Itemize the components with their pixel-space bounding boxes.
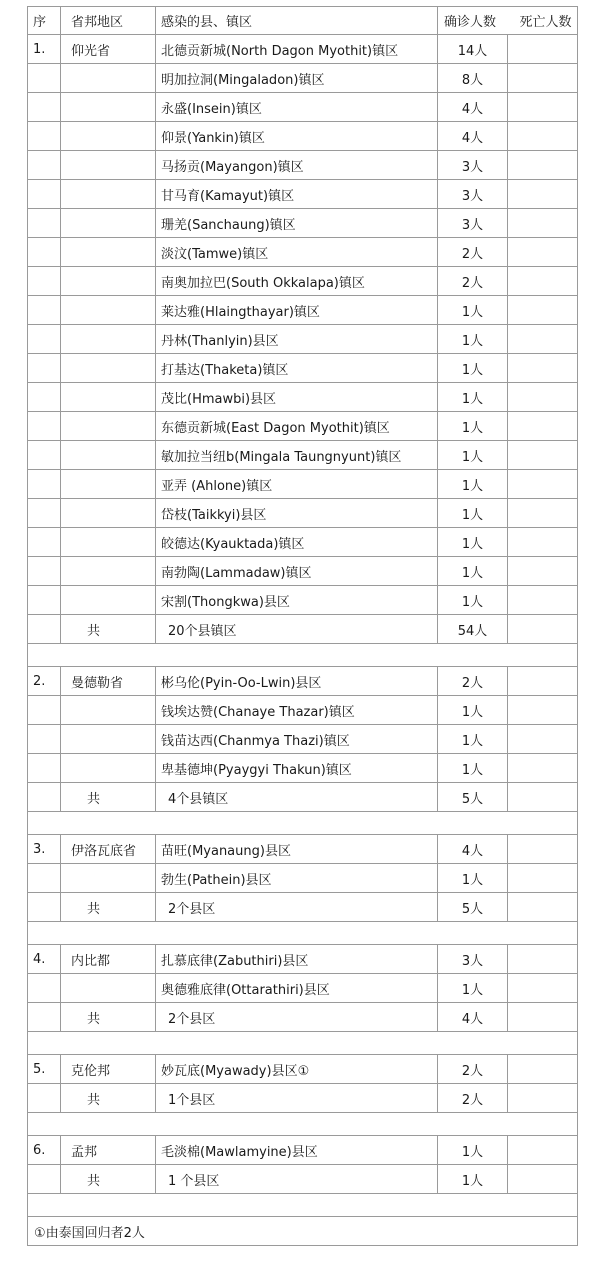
row-region (61, 296, 156, 325)
row-town: 敏加拉当纽b(Mingala Taungnyunt)镇区 (156, 441, 438, 470)
spacer-cell (28, 1032, 578, 1055)
row-town: 钱苗达西(Chanmya Thazi)镇区 (156, 725, 438, 754)
row-deaths (508, 1055, 578, 1084)
row-deaths (508, 528, 578, 557)
row-confirmed: 3人 (438, 180, 508, 209)
row-town: 丹林(Thanlyin)县区 (156, 325, 438, 354)
table-row (28, 267, 578, 296)
row-town: 仰景(Yankin)镇区 (156, 122, 438, 151)
row-confirmed: 1人 (438, 754, 508, 783)
table-row (28, 354, 578, 383)
total-deaths (508, 783, 578, 812)
spacer-cell (28, 1194, 578, 1217)
row-town: 莱达雅(Hlaingthayar)镇区 (156, 296, 438, 325)
row-deaths (508, 238, 578, 267)
row-region: 仰光省 (61, 35, 156, 64)
table-row (28, 528, 578, 557)
total-deaths (508, 1165, 578, 1194)
row-seq (28, 754, 61, 783)
table-row (28, 667, 578, 696)
table-row (28, 696, 578, 725)
row-seq (28, 383, 61, 412)
total-row (28, 1084, 578, 1113)
row-region (61, 412, 156, 441)
row-town: 打基达(Thaketa)镇区 (156, 354, 438, 383)
total-towns: 1个县区 (156, 1084, 438, 1113)
table-row (28, 754, 578, 783)
row-seq (28, 470, 61, 499)
row-seq (28, 354, 61, 383)
table-row (28, 412, 578, 441)
row-deaths (508, 412, 578, 441)
row-seq (28, 557, 61, 586)
row-seq (28, 209, 61, 238)
table-row (28, 974, 578, 1003)
table-row (28, 238, 578, 267)
row-region (61, 528, 156, 557)
table-row (28, 586, 578, 615)
row-seq (28, 93, 61, 122)
spacer-row (28, 644, 578, 667)
header-confirmed: 确诊人数 (438, 7, 508, 35)
row-region (61, 209, 156, 238)
row-confirmed: 1人 (438, 725, 508, 754)
row-seq: 3. (28, 835, 61, 864)
row-seq (28, 499, 61, 528)
total-label: 共 (61, 1084, 156, 1113)
row-deaths (508, 557, 578, 586)
row-confirmed: 1人 (438, 499, 508, 528)
table-row (28, 725, 578, 754)
row-deaths (508, 354, 578, 383)
row-confirmed: 1人 (438, 974, 508, 1003)
row-town: 苗旺(Myanaung)县区 (156, 835, 438, 864)
spacer-cell (28, 812, 578, 835)
total-row (28, 1165, 578, 1194)
footnote: ①由泰国回归者2人 (28, 1217, 578, 1246)
row-deaths (508, 151, 578, 180)
table-row (28, 441, 578, 470)
row-town: 东德贡新城(East Dagon Myothit)镇区 (156, 412, 438, 441)
row-deaths (508, 64, 578, 93)
row-deaths (508, 441, 578, 470)
row-seq (28, 267, 61, 296)
row-town: 甘马育(Kamayut)镇区 (156, 180, 438, 209)
spacer-row (28, 1113, 578, 1136)
row-town: 岱枝(Taikkyi)县区 (156, 499, 438, 528)
row-seq (28, 725, 61, 754)
row-region: 孟邦 (61, 1136, 156, 1165)
row-seq (28, 296, 61, 325)
row-deaths (508, 93, 578, 122)
row-confirmed: 8人 (438, 64, 508, 93)
total-row (28, 1003, 578, 1032)
row-confirmed: 3人 (438, 209, 508, 238)
row-deaths (508, 122, 578, 151)
row-seq (28, 864, 61, 893)
table-row (28, 499, 578, 528)
row-town: 皎德达(Kyauktada)镇区 (156, 528, 438, 557)
row-region (61, 441, 156, 470)
table-row (28, 1055, 578, 1084)
row-deaths (508, 267, 578, 296)
table-row (28, 93, 578, 122)
row-deaths (508, 180, 578, 209)
row-town: 南奥加拉巴(South Okkalapa)镇区 (156, 267, 438, 296)
row-confirmed: 2人 (438, 238, 508, 267)
row-region: 克伦邦 (61, 1055, 156, 1084)
table-row (28, 151, 578, 180)
row-town: 宋割(Thongkwa)县区 (156, 586, 438, 615)
table-row (28, 864, 578, 893)
table-row (28, 180, 578, 209)
total-towns: 2个县区 (156, 1003, 438, 1032)
row-deaths (508, 725, 578, 754)
total-row (28, 615, 578, 644)
row-region (61, 325, 156, 354)
row-deaths (508, 974, 578, 1003)
spacer-cell (28, 922, 578, 945)
row-seq (28, 974, 61, 1003)
row-town: 珊羌(Sanchaung)镇区 (156, 209, 438, 238)
total-label: 共 (61, 615, 156, 644)
header-towns: 感染的县、镇区 (156, 7, 438, 35)
row-seq (28, 180, 61, 209)
spacer-row (28, 1194, 578, 1217)
row-confirmed: 4人 (438, 835, 508, 864)
total-seq (28, 1084, 61, 1113)
row-seq (28, 528, 61, 557)
row-region (61, 122, 156, 151)
row-confirmed: 4人 (438, 122, 508, 151)
total-row (28, 783, 578, 812)
table-row (28, 64, 578, 93)
row-seq: 5. (28, 1055, 61, 1084)
spacer-row (28, 1032, 578, 1055)
row-confirmed: 2人 (438, 267, 508, 296)
table-header-row (28, 7, 578, 35)
row-region (61, 267, 156, 296)
row-region (61, 383, 156, 412)
row-deaths (508, 835, 578, 864)
table-row (28, 470, 578, 499)
row-confirmed: 1人 (438, 470, 508, 499)
row-confirmed: 1人 (438, 557, 508, 586)
total-towns: 20个县镇区 (156, 615, 438, 644)
row-seq: 6. (28, 1136, 61, 1165)
row-region (61, 696, 156, 725)
row-confirmed: 1人 (438, 383, 508, 412)
row-town: 勃生(Pathein)县区 (156, 864, 438, 893)
row-region (61, 557, 156, 586)
table-row (28, 325, 578, 354)
row-region: 伊洛瓦底省 (61, 835, 156, 864)
row-confirmed: 1人 (438, 864, 508, 893)
row-town: 卑基德坤(Pyaygyi Thakun)镇区 (156, 754, 438, 783)
row-town: 妙瓦底(Myawady)县区① (156, 1055, 438, 1084)
table-row (28, 1136, 578, 1165)
row-deaths (508, 383, 578, 412)
total-label: 共 (61, 783, 156, 812)
table-row (28, 35, 578, 64)
row-deaths (508, 296, 578, 325)
spacer-row (28, 922, 578, 945)
row-town: 彬乌伦(Pyin-Oo-Lwin)县区 (156, 667, 438, 696)
row-town: 亚弄 (Ahlone)镇区 (156, 470, 438, 499)
row-region (61, 725, 156, 754)
header-region: 省邦地区 (61, 7, 156, 35)
row-deaths (508, 864, 578, 893)
total-seq (28, 783, 61, 812)
table-row (28, 945, 578, 974)
row-seq (28, 441, 61, 470)
row-region (61, 499, 156, 528)
total-confirmed: 4人 (438, 1003, 508, 1032)
row-region (61, 64, 156, 93)
row-confirmed: 1人 (438, 528, 508, 557)
total-confirmed: 54人 (438, 615, 508, 644)
row-seq: 1. (28, 35, 61, 64)
row-town: 茂比(Hmawbi)县区 (156, 383, 438, 412)
row-confirmed: 1人 (438, 696, 508, 725)
total-seq (28, 893, 61, 922)
total-confirmed: 1人 (438, 1165, 508, 1194)
row-confirmed: 2人 (438, 1055, 508, 1084)
row-confirmed: 1人 (438, 1136, 508, 1165)
row-confirmed: 3人 (438, 945, 508, 974)
row-region (61, 754, 156, 783)
total-towns: 2个县区 (156, 893, 438, 922)
total-confirmed: 5人 (438, 893, 508, 922)
row-confirmed: 3人 (438, 151, 508, 180)
spacer-cell (28, 1113, 578, 1136)
row-deaths (508, 470, 578, 499)
row-region: 内比都 (61, 945, 156, 974)
row-town: 明加拉洞(Mingaladon)镇区 (156, 64, 438, 93)
row-town: 奥德雅底律(Ottarathiri)县区 (156, 974, 438, 1003)
table-row (28, 557, 578, 586)
row-deaths (508, 209, 578, 238)
header-seq: 序 (28, 7, 61, 35)
row-town: 北德贡新城(North Dagon Myothit)镇区 (156, 35, 438, 64)
covid-cases-table (27, 6, 578, 1246)
row-confirmed: 1人 (438, 325, 508, 354)
table-row (28, 209, 578, 238)
row-region (61, 586, 156, 615)
row-seq: 4. (28, 945, 61, 974)
total-towns: 4个县镇区 (156, 783, 438, 812)
footnote-row (28, 1217, 578, 1246)
row-region (61, 180, 156, 209)
total-confirmed: 2人 (438, 1084, 508, 1113)
row-deaths (508, 586, 578, 615)
total-seq (28, 1165, 61, 1194)
row-town: 毛淡棉(Mawlamyine)县区 (156, 1136, 438, 1165)
table-row (28, 835, 578, 864)
total-confirmed: 5人 (438, 783, 508, 812)
row-deaths (508, 696, 578, 725)
total-deaths (508, 1003, 578, 1032)
row-region: 曼德勒省 (61, 667, 156, 696)
table-row (28, 383, 578, 412)
row-confirmed: 14人 (438, 35, 508, 64)
row-deaths (508, 945, 578, 974)
table-row (28, 122, 578, 151)
row-seq (28, 151, 61, 180)
row-region (61, 238, 156, 267)
row-town: 钱埃达赞(Chanaye Thazar)镇区 (156, 696, 438, 725)
row-deaths (508, 667, 578, 696)
row-seq (28, 122, 61, 151)
row-seq (28, 238, 61, 267)
total-row (28, 893, 578, 922)
row-confirmed: 1人 (438, 296, 508, 325)
row-region (61, 470, 156, 499)
total-deaths (508, 1084, 578, 1113)
total-label: 共 (61, 1165, 156, 1194)
spacer-cell (28, 644, 578, 667)
row-region (61, 864, 156, 893)
row-confirmed: 2人 (438, 667, 508, 696)
row-confirmed: 4人 (438, 93, 508, 122)
row-seq (28, 325, 61, 354)
spacer-row (28, 812, 578, 835)
header-deaths: 死亡人数 (508, 7, 578, 35)
total-seq (28, 615, 61, 644)
total-deaths (508, 615, 578, 644)
row-deaths (508, 499, 578, 528)
row-confirmed: 1人 (438, 441, 508, 470)
row-deaths (508, 35, 578, 64)
row-town: 永盛(Insein)镇区 (156, 93, 438, 122)
row-seq (28, 586, 61, 615)
row-region (61, 974, 156, 1003)
row-town: 淡汶(Tamwe)镇区 (156, 238, 438, 267)
row-region (61, 354, 156, 383)
row-region (61, 151, 156, 180)
row-confirmed: 1人 (438, 586, 508, 615)
row-seq: 2. (28, 667, 61, 696)
row-deaths (508, 325, 578, 354)
total-deaths (508, 893, 578, 922)
row-town: 扎慕底律(Zabuthiri)县区 (156, 945, 438, 974)
row-deaths (508, 754, 578, 783)
row-town: 马扬贡(Mayangon)镇区 (156, 151, 438, 180)
row-confirmed: 1人 (438, 412, 508, 441)
row-deaths (508, 1136, 578, 1165)
row-seq (28, 696, 61, 725)
total-label: 共 (61, 893, 156, 922)
row-seq (28, 412, 61, 441)
total-label: 共 (61, 1003, 156, 1032)
row-confirmed: 1人 (438, 354, 508, 383)
row-region (61, 93, 156, 122)
total-towns: 1 个县区 (156, 1165, 438, 1194)
total-seq (28, 1003, 61, 1032)
table-row (28, 296, 578, 325)
row-town: 南勃陶(Lammadaw)镇区 (156, 557, 438, 586)
row-seq (28, 64, 61, 93)
